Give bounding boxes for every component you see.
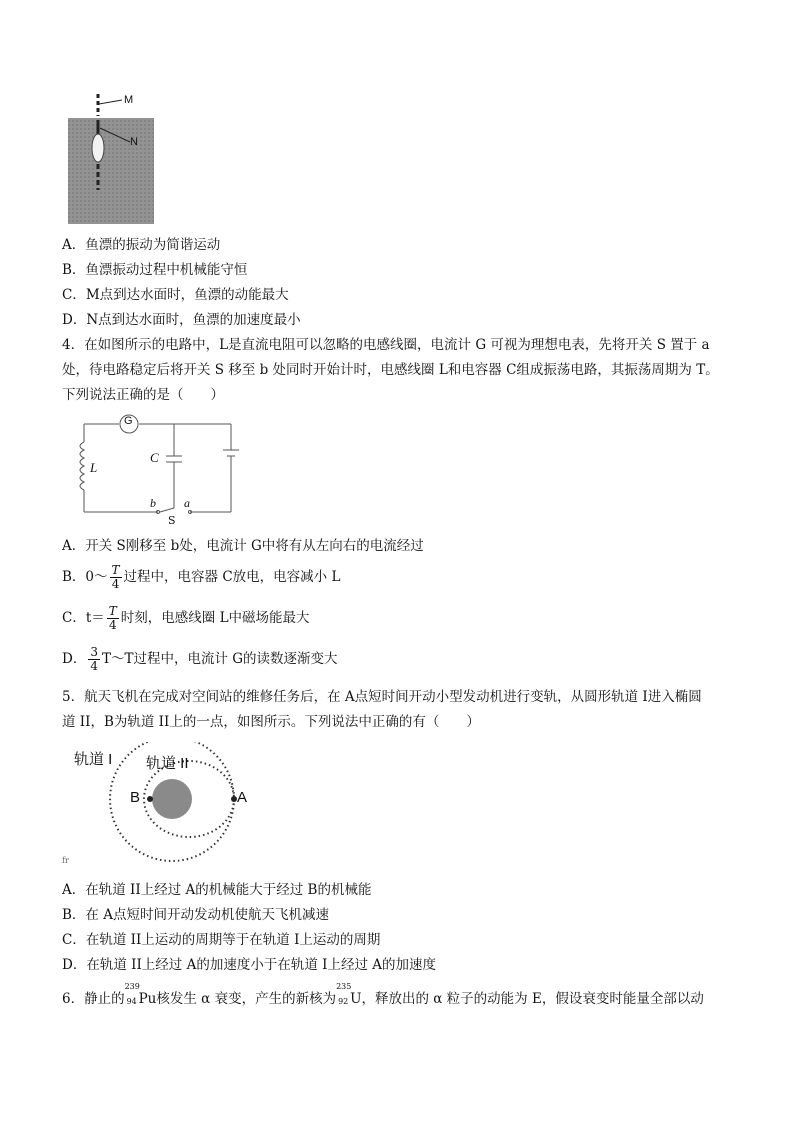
fraction-denominator: 4 <box>108 618 117 632</box>
q4-option-a: A．开关 S刚移至 b处，电流计 G中将有从左向右的电流经过 <box>62 538 424 554</box>
q4-option-c <box>62 601 310 635</box>
q5-stem-line-1: 5．航天飞机在完成对空间站的维修任务后，在 A点短时间开动小型发动机进行变轨，从圆形轨道 I进入椭圆 <box>62 689 702 705</box>
inductor-label: L <box>90 460 98 475</box>
q3-option-b: B．鱼漂振动过程中机械能守恒 <box>62 262 248 278</box>
q6-mid: 核发生 α 衰变，产生的新核为 <box>156 991 337 1007</box>
orbit-1-label: 轨道 I <box>74 751 113 768</box>
circuit-figure <box>66 408 246 528</box>
label-m: M <box>124 94 134 106</box>
q5-option-a: A．在轨道 II上经过 A的机械能大于经过 B的机械能 <box>62 882 372 898</box>
fraction-t-over-4 <box>110 564 122 591</box>
capacitor-label: C <box>150 450 159 465</box>
contact-b-label: b <box>150 496 156 510</box>
q4-stem-line-1: 4．在如图所示的电路中，L是直流电阻可以忽略的电感线圈，电流计 G 可视为理想电表，先将开关 S 置于 a <box>62 337 710 353</box>
u-mass-number: 235 <box>336 982 352 991</box>
q4-stem-line-3: 下列说法正确的是（ ） <box>62 387 224 403</box>
q6-prefix: 6．静止的 <box>62 991 125 1007</box>
q3-option-c: C．M点到达水面时，鱼漂的动能最大 <box>62 287 289 303</box>
fraction-denominator: 4 <box>90 659 98 673</box>
q4-option-c-suffix: 时刻，电感线圈 L中磁场能最大 <box>120 610 310 626</box>
fraction-denominator: 4 <box>111 577 120 591</box>
q3-option-d: D．N点到达水面时，鱼漂的加速度最小 <box>62 312 301 328</box>
q4-option-d-prefix: D． <box>62 651 87 667</box>
q4-option-b <box>62 560 340 594</box>
pu-mass-number: 239 <box>124 982 140 991</box>
fraction-numerator: T <box>108 604 117 618</box>
galvanometer-label: G <box>124 415 133 427</box>
u-symbol: U <box>350 991 362 1007</box>
q6-suffix: ，释放出的 α 粒子的动能为 E，假设衰变时能量全部以动 <box>361 991 704 1007</box>
u-atomic-number: 92 <box>338 997 349 1006</box>
label-n: N <box>130 136 138 148</box>
fraction-t-over-4 <box>107 605 119 632</box>
figure-caption: fr <box>62 856 69 865</box>
q4-option-b-suffix: 过程中，电容器 C放电，电容减小 L <box>123 569 341 585</box>
orbit-2-label: 轨道 II <box>146 755 189 772</box>
q5-option-d: D．在轨道 II上经过 A的加速度小于在轨道 I上经过 A的加速度 <box>62 957 436 973</box>
q5-stem-line-2: 道 II，B为轨道 II上的一点，如图所示。下列说法中正确的有（ ） <box>62 714 480 730</box>
q4-option-c-prefix: C．t＝ <box>62 610 105 626</box>
q4-option-d <box>62 642 338 676</box>
point-a-label: A <box>237 789 248 806</box>
pu-symbol: Pu <box>138 991 157 1007</box>
fraction-3-over-4 <box>88 646 100 673</box>
pu-nuclide <box>124 982 157 1010</box>
float-figure <box>64 92 156 224</box>
fraction-numerator: T <box>111 563 120 577</box>
u-nuclide <box>336 982 362 1010</box>
q5-option-c: C．在轨道 II上运动的周期等于在轨道 I上运动的周期 <box>62 932 381 948</box>
q6-stem <box>62 982 704 1010</box>
float-photo <box>64 92 156 224</box>
q5-option-b: B．在 A点短时间开动发动机使航天飞机减速 <box>62 907 329 923</box>
point-b-label: B <box>130 789 141 806</box>
fraction-numerator: 3 <box>90 645 98 659</box>
q4-option-d-suffix: T～T过程中，电流计 G的读数逐渐变大 <box>101 651 338 667</box>
contact-a-label: a <box>184 496 190 510</box>
orbit-figure <box>62 742 262 870</box>
q4-stem-line-2: 处，待电路稳定后将开关 S 移至 b 处同时开始计时，电感线圈 L和电容器 C组成振荡电路，其振荡周期为 T。 <box>62 362 719 378</box>
pu-atomic-number: 94 <box>126 997 137 1006</box>
q3-option-a: A．鱼漂的振动为简谐运动 <box>62 237 221 253</box>
q4-option-b-prefix: B．0～ <box>62 569 108 585</box>
switch-label: S <box>168 514 176 527</box>
